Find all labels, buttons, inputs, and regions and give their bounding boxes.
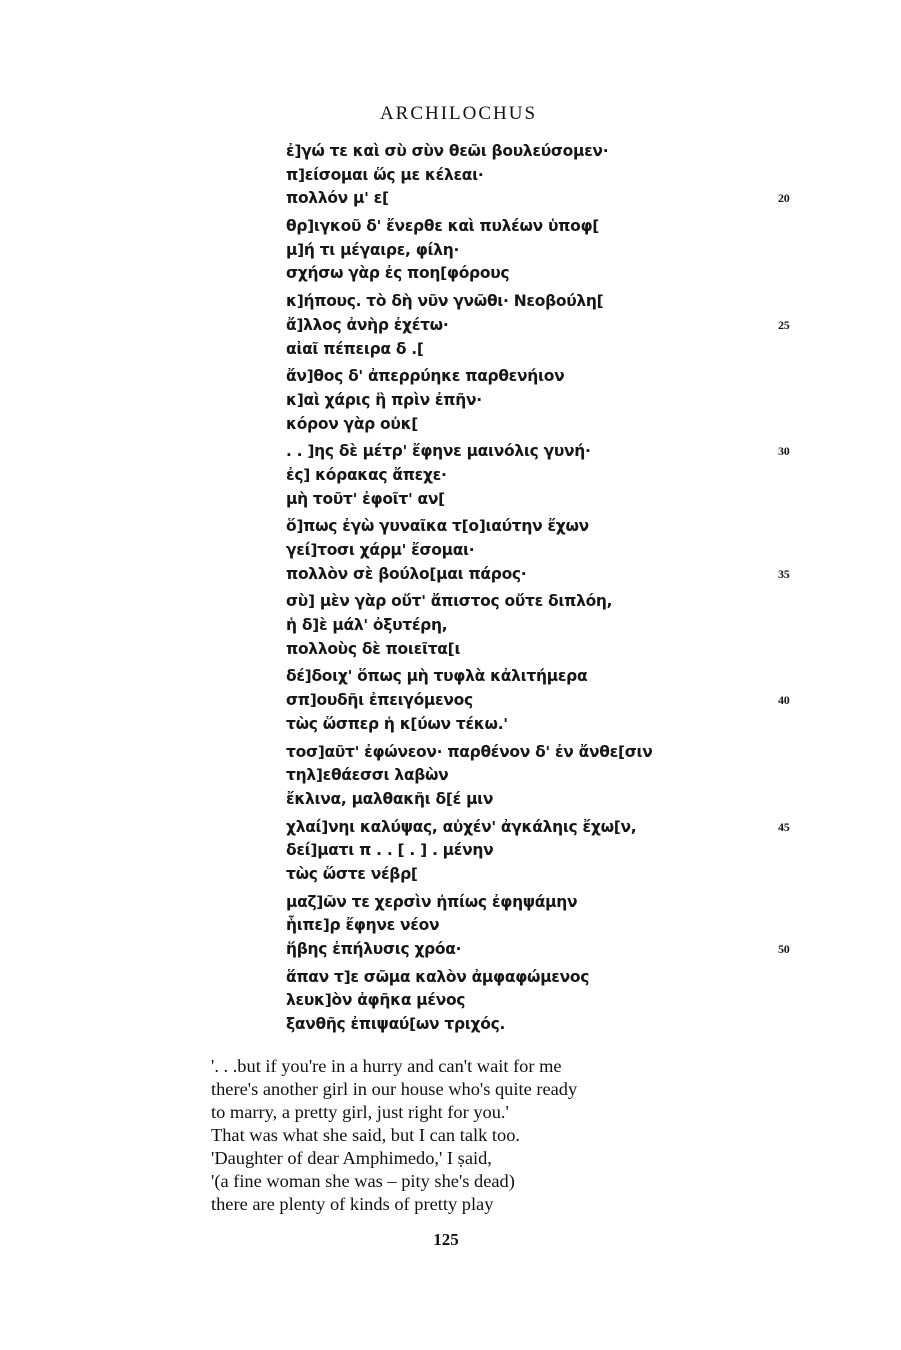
greek-line [286,262,806,286]
greek-line-text: πολλόν μ' ε[ [286,189,389,208]
stanza [286,816,806,887]
line-number: 20 [778,191,790,206]
greek-line [286,413,806,437]
greek-line-text: κ]αὶ χάρις ἣ πρὶν ἐπῆν· [286,390,482,409]
greek-line [286,891,806,915]
page-number: 125 [433,1230,459,1249]
stanza [286,891,806,962]
greek-line [286,164,806,188]
line-number: 25 [778,317,790,332]
translation-line: there's another girl in our house who's quite ready [211,1079,578,1099]
greek-line-text: πολλὸν σὲ βούλο[μαι πάρος· [286,564,527,583]
greek-line [286,488,806,512]
running-head: ARCHILOCHUS [379,103,538,124]
greek-line-text: π]είσομαι ὥς με κέλεαι· [286,165,484,184]
greek-line-text: λευκ]ὸν ἀφῆκα μένος [286,991,466,1010]
greek-line [286,914,806,938]
greek-line [286,338,806,362]
greek-text [286,140,806,1041]
greek-line [286,816,806,840]
greek-line [286,713,806,737]
greek-line-text: . . ]ης δὲ μέτρ' ἔφηνε μαινόλις γυνή· [286,442,591,461]
translation-line: there are plenty of kinds of pretty play [211,1194,494,1214]
greek-line [286,665,806,689]
greek-line-text: μαζ]ῶν τε χερσὶν ἠπίως ἐφηψάμην [286,892,578,911]
greek-line-text: κόρον γὰρ οὐκ[ [286,414,419,433]
greek-line-text: ἅπαν τ]ε σῶμα καλὸν ἀμφαφώμενος [286,967,590,986]
greek-line [286,563,806,587]
translation-line: '(a fine woman she was – pity she's dead) [211,1171,515,1191]
greek-line [286,140,806,164]
stanza [286,515,806,586]
stanza [286,590,806,661]
greek-line-text: τὼς ὥστε νέβρ[ [286,864,418,883]
greek-line [286,464,806,488]
greek-line-text: τοσ]αῦτ' ἐφώνεον· παρθένον δ' ἐν ἄνθε[σιν [286,742,653,761]
greek-line [286,614,806,638]
greek-line-text: πολλοὺς δὲ ποιεῖτα[ι [286,639,461,658]
greek-line-text: θρ]ιγκοῦ δ' ἔνερθε καὶ πυλέων ὑποφ[ [286,217,600,236]
greek-line-text: κ]ήπους. τὸ δὴ νῦν γνῶθι· Νεοβούλη[ [286,292,604,311]
greek-line [286,365,806,389]
stanza [286,741,806,812]
greek-line [286,290,806,314]
stanza [286,665,806,736]
greek-line [286,938,806,962]
greek-line-text: δέ]δοιχ' ὅπως μὴ τυφλὰ κἀλιτήμερα [286,667,588,686]
greek-line-text: σπ]ουδῆι ἐπειγόμενος [286,691,473,710]
greek-line [286,590,806,614]
greek-line-text: ἡ δ]ὲ μάλ' ὀξυτέρη, [286,616,448,635]
greek-line [286,989,806,1013]
greek-line-text: σχήσω γὰρ ἐς ποη[φόρους [286,264,510,283]
line-number: 35 [778,566,790,581]
greek-line-text: μὴ τοῦτ' ἐφοῖτ' αν[ [286,489,445,508]
greek-line [286,788,806,812]
greek-line [286,215,806,239]
greek-line-text: αἰαῖ πέπειρα δ .[ [286,339,424,358]
line-number: 50 [778,942,790,956]
greek-line-text: τὼς ὥσπερ ἡ κ[ύων τέκω.' [286,714,508,733]
greek-line [286,1013,806,1037]
greek-line-text: ὅ]πως ἐγὼ γυναῖκα τ[ο]ιαύτην ἔχων [286,517,589,536]
greek-line [286,389,806,413]
translation-line: '. . .but if you're in a hurry and can't wait for me [211,1056,562,1076]
greek-line [286,440,806,464]
stanza [286,440,806,511]
greek-line-text: γεί]τοσι χάρμ' ἔσομαι· [286,541,475,559]
greek-line-text: δεί]ματι π . . [ . ] . μένην [286,841,494,860]
greek-line [286,638,806,662]
english-translation [211,1055,691,1216]
stanza [286,966,806,1037]
greek-line [286,314,806,338]
greek-line-text: ἐς] κόρακας ἄπεχε· [286,465,447,484]
line-number: 40 [778,693,790,708]
greek-line-text: σὺ] μὲν γὰρ οὔτ' ἄπιστος οὔτε διπλόη, [286,592,613,611]
line-number: 45 [778,819,790,834]
greek-line [286,239,806,263]
translation-line: 'Daughter of dear Amphimedo,' I ṣaid, [211,1148,492,1168]
greek-line-text: ξανθῆς ἐπιψαύ[ων τριχός. [286,1015,506,1034]
greek-line-text: ἥβης ἐπήλυσις χρόα· [286,940,462,958]
greek-line-text: μ]ή τι μέγαιρε, φίλη· [286,240,460,259]
greek-line [286,515,806,539]
line-number: 30 [778,444,790,459]
translation-line: to marry, a pretty girl, just right for you.' [211,1102,509,1122]
greek-line [286,966,806,990]
greek-line [286,863,806,887]
stanza [286,215,806,286]
stanza [286,140,806,211]
greek-line-text: ἔκλινα, μαλθακῆι δ[έ μιν [286,789,494,808]
greek-line-text: τηλ]εθάεσσι λαβὼν [286,766,449,785]
greek-line [286,839,806,863]
greek-line [286,539,806,563]
greek-line-text: ἧιπε]ρ ἔφηνε νέον [286,916,440,935]
greek-line-text: ἄν]θος δ' ἀπερρύηκε παρθενήιον [286,367,565,386]
greek-line [286,187,806,211]
greek-line [286,741,806,765]
translation-line: That was what she said, but I can talk too. [211,1125,520,1145]
greek-line-text: ἐ]γώ τε καὶ σὺ σὺν θεῶι βουλεύσομεν· [286,142,609,160]
stanza [286,365,806,436]
stanza [286,290,806,361]
greek-line [286,689,806,713]
greek-line-text: ἄ]λλος ἀνὴρ ἐχέτω· [286,315,449,334]
greek-line [286,764,806,788]
greek-line-text: χλαί]νηι καλύψας, αὐχέν' ἀγκάληις ἔχω[ν, [286,817,637,836]
